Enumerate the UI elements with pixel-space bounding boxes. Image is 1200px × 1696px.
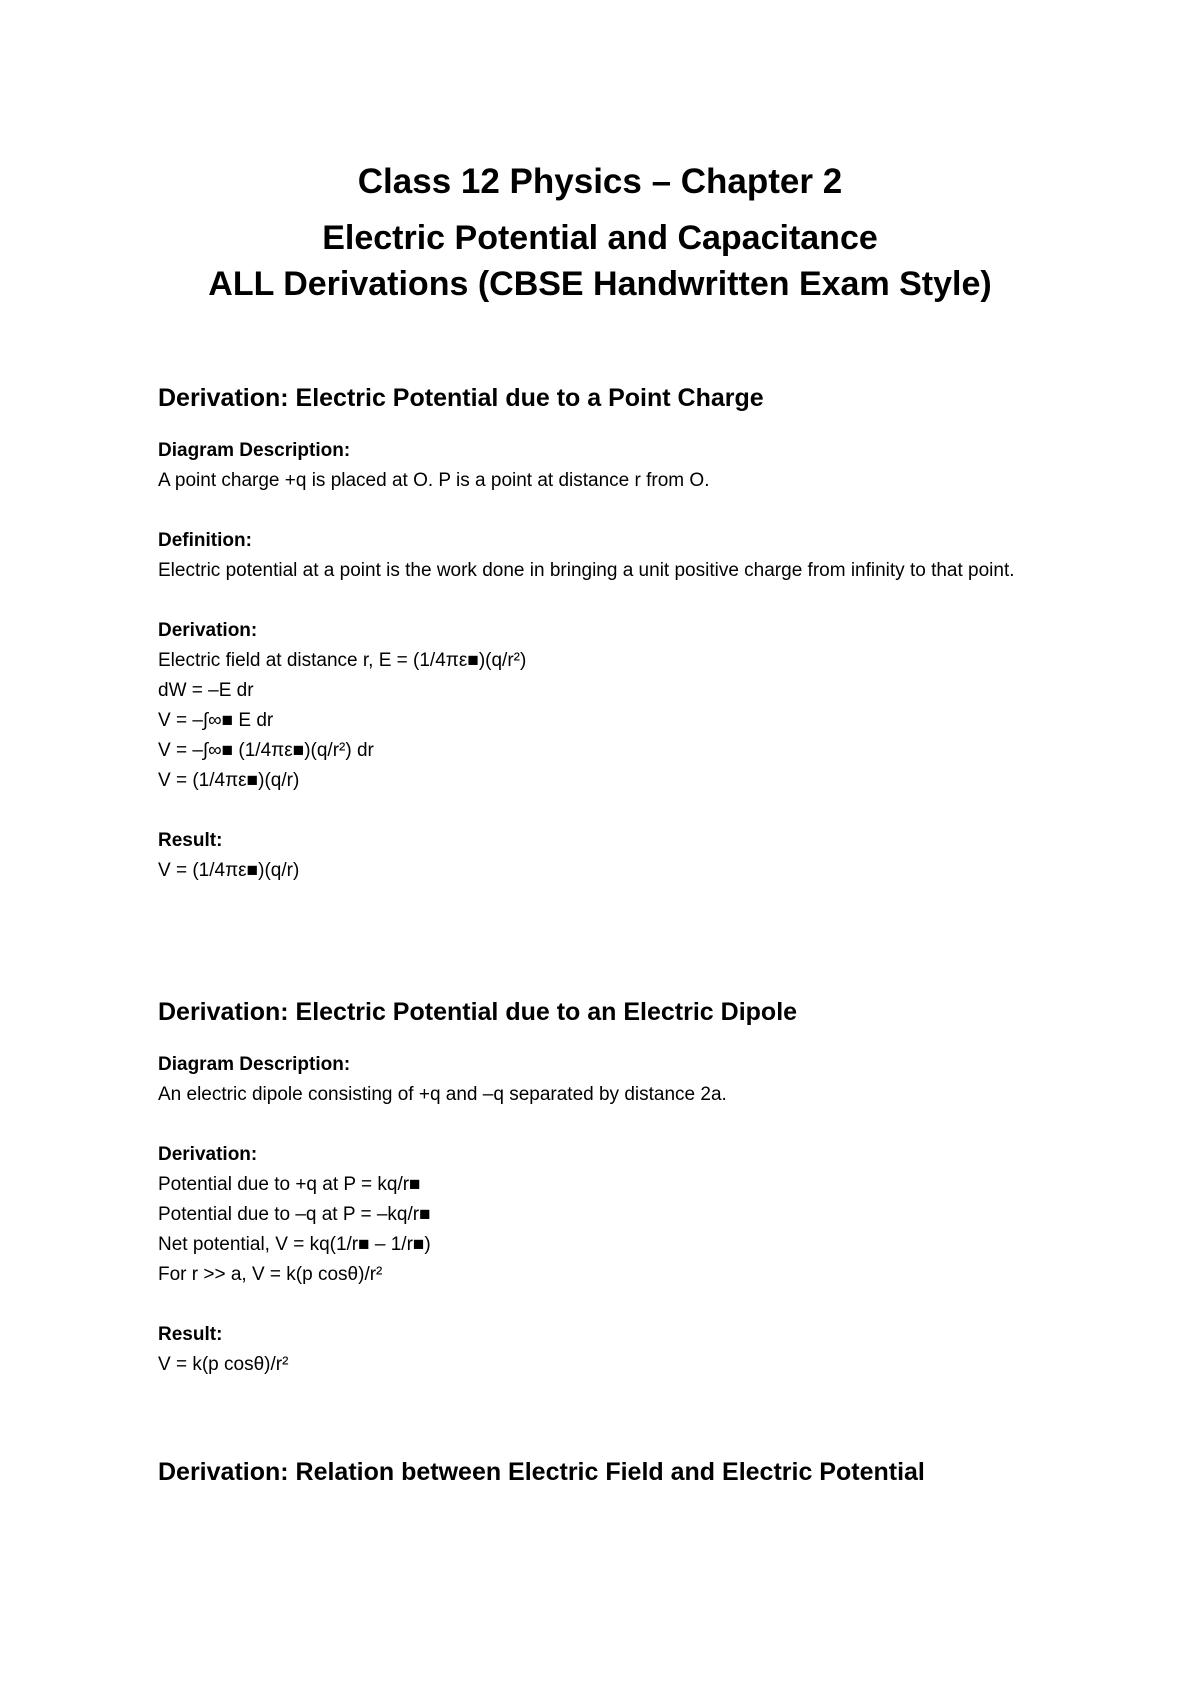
section-heading: Derivation: Relation between Electric Field and Electric Potential	[158, 1458, 925, 1486]
result-label: Result:	[158, 1324, 223, 1345]
derivation-line: V = –∫∞■ (1/4πε■)(q/r²) dr	[158, 740, 374, 761]
derivation-line: V = (1/4πε■)(q/r)	[158, 770, 300, 791]
diagram-text: A point charge +q is placed at O. P is a point at distance r from O.	[158, 470, 710, 491]
derivation-line: dW = –E dr	[158, 680, 254, 701]
section-electric-dipole	[158, 996, 1058, 1380]
derivation-line: V = –∫∞■ E dr	[158, 710, 274, 731]
document-title: Class 12 Physics – Chapter 2	[357, 162, 843, 201]
derivation-line: Electric field at distance r, E = (1/4πε■)(q/r²)	[158, 650, 527, 671]
derivation-line: Potential due to +q at P = kq/r■	[158, 1174, 421, 1195]
derivation-line: Net potential, V = kq(1/r■ – 1/r■)	[158, 1234, 431, 1255]
result-label: Result:	[158, 830, 223, 851]
section-heading: Derivation: Electric Potential due to a Point Charge	[158, 384, 764, 412]
derivation-line: For r >> a, V = k(p cosθ)/r²	[158, 1264, 383, 1285]
derivation-line: Potential due to –q at P = –kq/r■	[158, 1204, 431, 1225]
document-subtitle: Electric Potential and Capacitance	[322, 219, 878, 257]
derivation-label: Derivation:	[158, 620, 258, 641]
document-subtitle-2: ALL Derivations (CBSE Handwritten Exam Style)	[208, 265, 992, 303]
diagram-label: Diagram Description:	[158, 440, 351, 461]
definition-label: Definition:	[158, 530, 252, 551]
result-text: V = k(p cosθ)/r²	[158, 1354, 289, 1375]
diagram-label: Diagram Description:	[158, 1054, 351, 1075]
result-text: V = (1/4πε■)(q/r)	[158, 860, 300, 881]
section-point-charge	[158, 382, 1058, 886]
derivation-label: Derivation:	[158, 1144, 258, 1165]
section-field-potential-relation	[158, 1456, 1058, 1488]
definition-text: Electric potential at a point is the work done in bringing a unit positive charge from infinity to that point.	[158, 560, 1015, 581]
diagram-text: An electric dipole consisting of +q and –q separated by distance 2a.	[158, 1084, 727, 1105]
section-heading: Derivation: Electric Potential due to an Electric Dipole	[158, 998, 798, 1026]
